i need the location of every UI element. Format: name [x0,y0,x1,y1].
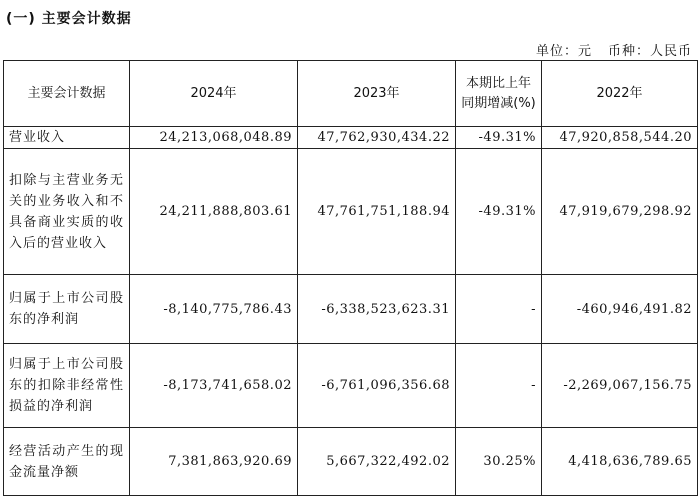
value-yoy: 30.25% [456,428,542,496]
value-2022: -460,946,491.82 [542,275,698,344]
value-2022: 47,920,858,544.20 [542,127,698,149]
header-2024: 2024年 [130,61,298,127]
value-2022: 47,919,679,298.92 [542,149,698,275]
table-row [4,149,698,275]
value-2023: -6,761,096,356.68 [298,344,456,428]
row-label: 经营活动产生的现金流量净额 [4,428,130,496]
unit-label: 单位：元 [535,44,592,59]
row-label: 归属于上市公司股东的净利润 [4,275,130,344]
currency-label: 币种：人民币 [607,44,692,59]
row-label: 营业收入 [4,127,130,149]
table-row [4,428,698,496]
table-row [4,275,698,344]
value-2023: 47,762,930,434.22 [298,127,456,149]
row-label: 扣除与主营业务无关的业务收入和不具备商业实质的收入后的营业收入 [4,149,130,275]
header-item: 主要会计数据 [4,61,130,127]
value-yoy: -49.31% [456,127,542,149]
table-row [4,344,698,428]
value-2022: -2,269,067,156.75 [542,344,698,428]
value-yoy: - [456,275,542,344]
value-2023: 5,667,322,492.02 [298,428,456,496]
value-2024: 24,213,068,048.89 [130,127,298,149]
unit-line [536,40,692,59]
value-2023: 47,761,751,188.94 [298,149,456,275]
value-yoy: -49.31% [456,149,542,275]
value-2024: -8,140,775,786.43 [130,275,298,344]
value-2024: 7,381,863,920.69 [130,428,298,496]
value-yoy: - [456,344,542,428]
value-2024: -8,173,741,658.02 [130,344,298,428]
section-title: (一) 主要会计数据 [6,11,132,27]
header-2023: 2023年 [298,61,456,127]
value-2022: 4,418,636,789.65 [542,428,698,496]
accounting-data-table [3,60,698,496]
table-row [4,127,698,149]
row-label: 归属于上市公司股东的扣除非经常性损益的净利润 [4,344,130,428]
value-2024: 24,211,888,803.61 [130,149,298,275]
header-yoy-change: 本期比上年同期增减(%) [456,61,542,127]
header-2022: 2022年 [542,61,698,127]
value-2023: -6,338,523,623.31 [298,275,456,344]
